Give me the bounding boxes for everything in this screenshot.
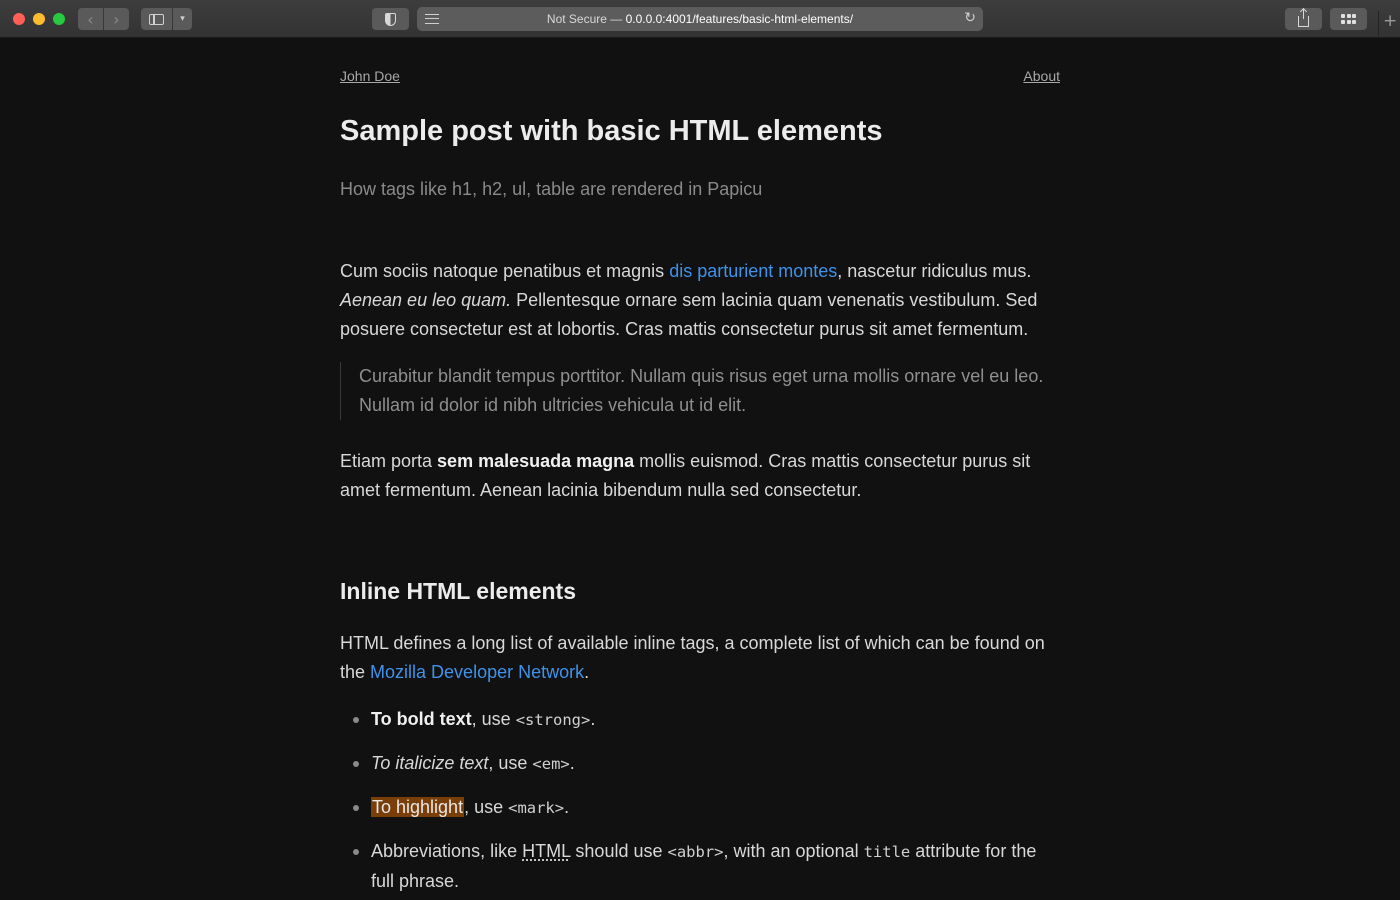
site-nav bbox=[340, 38, 1060, 84]
text-span: . bbox=[569, 753, 575, 773]
chevron-down-icon: ▾ bbox=[180, 14, 185, 24]
chevron-left-icon: ‹ bbox=[87, 9, 94, 29]
bold-text: sem malesuada magna bbox=[437, 451, 635, 471]
section-heading: Inline HTML elements bbox=[340, 578, 577, 604]
forward-button[interactable] bbox=[104, 8, 129, 30]
text-span: . bbox=[584, 662, 590, 682]
text-span: should use bbox=[570, 841, 668, 861]
url-text bbox=[547, 12, 853, 26]
code-text: <em> bbox=[532, 755, 570, 773]
post-subtitle: How tags like h1, h2, ul, table are rendered in Papicu bbox=[340, 179, 763, 199]
bold-text: To bold text bbox=[371, 709, 472, 729]
shield-icon bbox=[385, 13, 396, 26]
text-span: , use bbox=[471, 709, 516, 729]
text-span: mollis euismod. Cras mattis consectetur purus sit amet fermentum. Aenean lacinia bibendum nulla sed consectetur. bbox=[340, 451, 1031, 500]
mdn-link[interactable]: Mozilla Developer Network bbox=[370, 662, 585, 682]
about-link[interactable]: About bbox=[1023, 68, 1060, 84]
text-span: , nascetur ridiculus mus. bbox=[837, 261, 1032, 281]
abbreviation: HTML bbox=[522, 841, 571, 861]
text-span: attribute for the full phrase. bbox=[371, 841, 1037, 891]
code-text: <mark> bbox=[508, 799, 565, 817]
sidebar-menu-button[interactable] bbox=[173, 8, 192, 30]
text-span: . bbox=[564, 797, 570, 817]
list-item bbox=[340, 793, 1060, 823]
text-span: Etiam porta bbox=[340, 451, 438, 471]
browser-toolbar bbox=[0, 0, 1400, 38]
sidebar-icon bbox=[149, 14, 164, 25]
grid-icon bbox=[1341, 14, 1356, 24]
address-bar[interactable] bbox=[417, 7, 983, 31]
code-text: title bbox=[863, 843, 911, 861]
paragraph-inline-intro bbox=[340, 629, 1060, 687]
chevron-right-icon: › bbox=[113, 9, 120, 29]
url-host: 0.0.0.0:4001/features/basic-html-elements/ bbox=[625, 12, 854, 26]
emphasis-text: To italicize text bbox=[371, 753, 489, 773]
paragraph-intro bbox=[340, 257, 1060, 344]
tab-overview-button[interactable] bbox=[1330, 8, 1367, 30]
emphasis-text: Aenean eu leo quam. bbox=[340, 290, 512, 310]
text-span: , use bbox=[488, 753, 533, 773]
reader-mode-icon[interactable] bbox=[425, 14, 439, 24]
text-span: HTML defines a long list of available inline tags, a complete list of which can be found on the bbox=[340, 633, 1045, 682]
share-button[interactable] bbox=[1285, 8, 1322, 30]
close-window-button[interactable] bbox=[13, 13, 25, 25]
code-text: <strong> bbox=[515, 711, 591, 729]
highlighted-text: To highlight bbox=[372, 797, 464, 817]
not-secure-label: Not Secure — bbox=[546, 12, 626, 26]
back-button[interactable] bbox=[78, 8, 103, 30]
page-content bbox=[340, 38, 1060, 891]
new-tab-button[interactable] bbox=[1378, 11, 1400, 38]
dis-parturient-link[interactable]: dis parturient montes bbox=[669, 261, 838, 281]
list-item bbox=[340, 837, 1060, 896]
code-text: <abbr> bbox=[667, 843, 724, 861]
list-item bbox=[340, 705, 1060, 735]
minimize-window-button[interactable] bbox=[33, 13, 45, 25]
post-title: Sample post with basic HTML elements bbox=[340, 115, 883, 147]
share-icon bbox=[1298, 16, 1309, 27]
text-span: Abbreviations, like bbox=[371, 841, 523, 861]
reload-icon[interactable]: ↻ bbox=[964, 10, 976, 26]
paragraph-second bbox=[340, 447, 1060, 505]
text-span: Cum sociis natoque penatibus et magnis bbox=[340, 261, 670, 281]
zoom-window-button[interactable] bbox=[53, 13, 65, 25]
plus-icon: + bbox=[1383, 11, 1398, 31]
inline-tags-list bbox=[340, 705, 1060, 900]
text-span: Pellentesque ornare sem lacinia quam venenatis vestibulum. Sed posuere consectetur est at lobortis. Cras mattis consectetur purus sit amet fermentum. bbox=[340, 290, 1038, 339]
home-link[interactable]: John Doe bbox=[340, 68, 400, 84]
text-span: , with an optional bbox=[723, 841, 864, 861]
blockquote: Curabitur blandit tempus porttitor. Nullam quis risus eget urna mollis ornare vel eu leo. Nullam id dolor id nibh ultricies vehicula ut id elit. bbox=[340, 362, 1060, 420]
text-span: , use bbox=[464, 797, 509, 817]
text-span: . bbox=[590, 709, 596, 729]
list-item bbox=[340, 749, 1060, 779]
sidebar-toggle-button[interactable] bbox=[141, 8, 172, 30]
privacy-report-button[interactable] bbox=[372, 8, 409, 30]
